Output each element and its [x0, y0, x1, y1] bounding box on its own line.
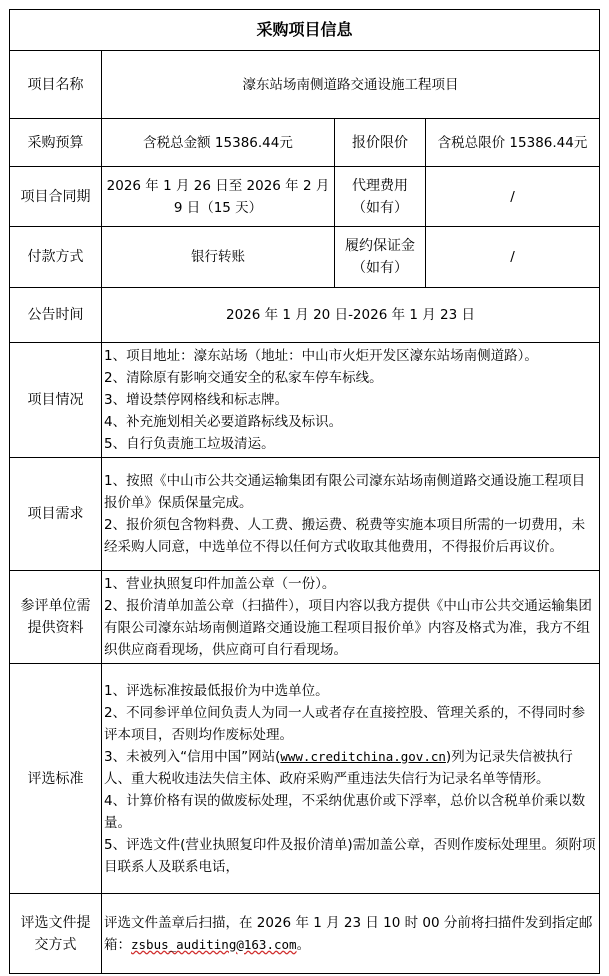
table-title: 采购项目信息 [10, 10, 600, 51]
price-limit-value: 含税总限价 15386.44元 [426, 119, 600, 167]
required-docs-label: 参评单位需提供资料 [10, 571, 102, 664]
list-item: 2、清除原有影响交通安全的私家车停车标线。 [104, 370, 383, 386]
list-item: 1、项目地址：濠东站场（地址：中山市火炬开发区濠东站场南侧道路）。 [104, 348, 538, 364]
contract-period-label: 项目合同期 [10, 167, 102, 227]
budget-label: 采购预算 [10, 119, 102, 167]
list-item [104, 746, 597, 790]
submission-text-end: 。 [296, 936, 311, 953]
list-item-text: )列为记录失信被执行人、重大税收违法失信主体、政府采购严重违法失信行为记录名单等情形。 [104, 748, 573, 787]
list-item: 1、按照《中山市公共交通运输集团有限公司濠东站场南侧道路交通设施工程项目报价单》保质保量完成。 [104, 473, 586, 511]
list-item: 5、评选文件(营业执照复印件及报价清单)需加盖公章，否则作废标处理里。须附项目联系人及联系电话， [104, 836, 596, 875]
list-item: 2、不同参评单位间负责人为同一人或者存在直接控股、管理关系的，不得同时参评本项目，否则均作废标处理。 [104, 704, 586, 743]
required-docs-list [102, 571, 600, 664]
project-situation-list [102, 343, 600, 458]
list-item: 5、自行负责施工垃圾清运。 [104, 436, 275, 452]
list-item: 1、营业执照复印件加盖公章（一份）。 [104, 576, 336, 592]
agency-fee-value: / [426, 167, 600, 227]
submission-method-value [102, 894, 600, 974]
payment-method-value: 银行转账 [102, 227, 335, 288]
performance-deposit-value: / [426, 227, 600, 288]
credit-china-link[interactable]: www.creditchina.gov.cn [280, 748, 446, 764]
list-item-text: 3、未被列入“信用中国”网站( [104, 748, 281, 765]
project-requirements-list [102, 458, 600, 571]
list-item: 2、报价清单加盖公章（扫描件），项目内容以我方提供《中山市公共交通运输集团有限公司濠东站场南侧道路交通设施工程项目报价单》内容及格式为准，我方不组织供应商看现场，供应商可自行看现场。 [104, 598, 592, 658]
project-name-label: 项目名称 [10, 51, 102, 119]
notice-time-value: 2026 年 1 月 20 日-2026 年 1 月 23 日 [102, 288, 600, 343]
notice-time-label: 公告时间 [10, 288, 102, 343]
submission-email[interactable]: zsbus_auditing@163.com [131, 936, 297, 952]
submission-method-label: 评选文件提交方式 [10, 894, 102, 974]
list-item: 4、计算价格有误的做废标处理，不采纳优惠价或下浮率，总价以含税单价乘以数量。 [104, 792, 586, 831]
performance-deposit-label: 履约保证金（如有） [335, 227, 426, 288]
criteria-label: 评选标准 [10, 664, 102, 894]
list-item: 2、报价须包含物料费、人工费、搬运费、税费等实施本项目所需的一切费用，未经采购人同意，中选单位不得以任何方式收取其他费用，不得报价后再议价。 [104, 517, 586, 555]
contract-period-value: 2026 年 1 月 26 日至 2026 年 2 月 9 日（15 天） [102, 167, 335, 227]
criteria-list [102, 664, 600, 894]
budget-value: 含税总金额 15386.44元 [102, 119, 335, 167]
project-name-value: 濠东站场南侧道路交通设施工程项目 [102, 51, 600, 119]
list-item: 3、增设禁停网格线和标志牌。 [104, 392, 289, 408]
project-requirements-label: 项目需求 [10, 458, 102, 571]
project-situation-label: 项目情况 [10, 343, 102, 458]
payment-method-label: 付款方式 [10, 227, 102, 288]
list-item: 4、补充施划相关必要道路标线及标识。 [104, 414, 343, 430]
price-limit-label: 报价限价 [335, 119, 426, 167]
agency-fee-label: 代理费用（如有） [335, 167, 426, 227]
list-item: 1、评选标准按最低报价为中选单位。 [104, 682, 329, 699]
submission-text: 评选文件盖章后扫描，在 2026 年 1 月 23 日 10 时 00 分前将扫描件发到指定邮箱： [104, 914, 593, 953]
procurement-info-table [9, 9, 600, 974]
